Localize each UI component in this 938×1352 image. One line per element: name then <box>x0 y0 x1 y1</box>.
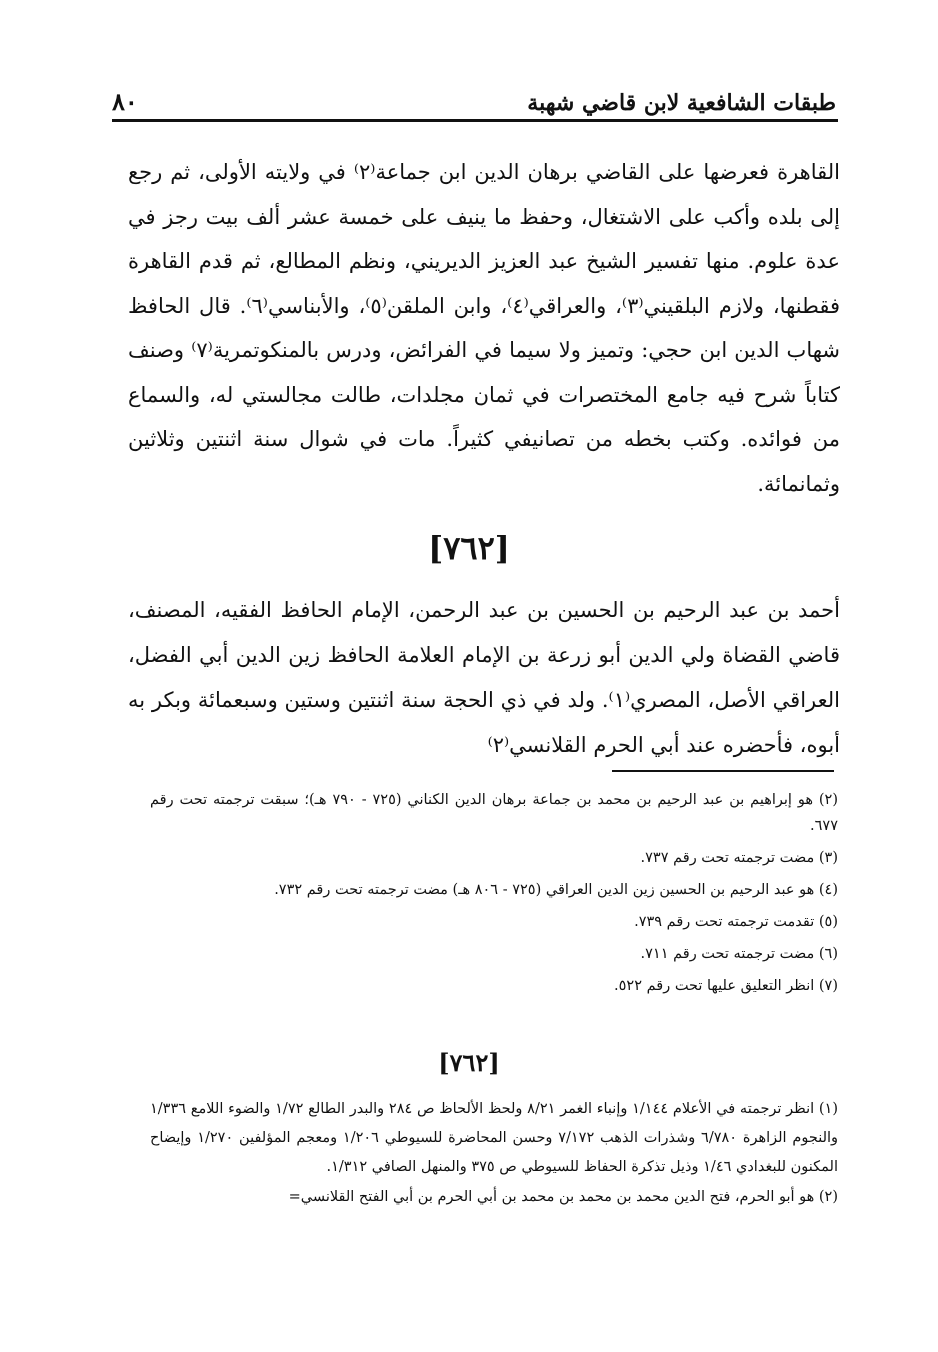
footnote-separator <box>612 770 834 772</box>
footnote: (١) انظر ترجمته في الأعلام ١/١٤٤ وإنباء الغمر ٨/٢١ ولحظ الألحاظ ص ٢٨٤ والبدر الطالع ١/٧٢ والضوء اللامع ١/٣٣٦ والنجوم الزاهرة ٦/٧٨٠ وشذرات الذهب ٧/١٧٢ وحسن المحاضرة للسيوطي ١/٢٠٦ ومعجم المؤلفين ١/٢٧٠ وإيضاح المكنون للبغدادي ١/٤٦ وذيل تذكرة الحفاظ للسيوطي ص ٣٧٥ والمنهل الصافي ١/٣١٢. <box>150 1101 839 1175</box>
page-number: ٨٠ <box>112 87 138 116</box>
header-rule <box>112 119 838 122</box>
footnote: (٢) هو أبو الحرم، فتح الدين محمد بن محمد بن محمد بن أبي الحرم بن أبي الفتح القلانسي= <box>288 1189 838 1205</box>
footnotes-current-entry <box>150 1095 838 1213</box>
body-paragraph-entry: أحمد بن عبد الرحيم بن الحسين بن عبد الرحمن، الإمام الحافظ الفقيه، المصنف، قاضي القضاة ولي الدين أبو زرعة بن الإمام العلامة الحافظ زين الدين أبي الفضل، العراقي الأصل، المصري⁽١⁾. ولد في ذي الحجة سنة اثنتين وستين وسبعمائة وبكر به أبوه، فأحضره عند أبي الحرم القلانسي⁽٢⁾ <box>128 598 840 757</box>
footnotes-entry-number: [٧٦٢] <box>438 1048 500 1077</box>
body-paragraph-continued: القاهرة فعرضها على القاضي برهان الدين ابن جماعة⁽٢⁾ في ولايته الأولى، ثم رجع إلى بلده وأكب على الاشتغال، وحفظ ما ينيف على خمسة عشر ألف بيت رجز في عدة علوم. منها تفسير الشيخ عبد العزيز الديريني، ونظم المطالع، ثم قدم القاهرة فقطنها، ولازم البلقيني⁽٣⁾، والعراقي⁽٤⁾، وابن الملقن⁽٥⁾، والأبناسي⁽٦⁾. قال الحافظ شهاب الدين ابن حجي: وتميز ولا سيما في الفرائض، ودرس بالمنكوتمرية⁽٧⁾ وصنف كتاباً شرح فيه جامع المختصرات في ثمان مجلدات، طالت مجالستي له، والسماع من فوائده. وكتب بخطه من تصانيفي كثيراً. مات في شوال سنة اثنتين وثلاثين وثمانمائة. <box>128 160 840 496</box>
footnote: (٥) تقدمت ترجمته تحت رقم ٧٣٩. <box>634 914 838 930</box>
footnote: (٣) مضت ترجمته تحت رقم ٧٣٧. <box>640 850 838 866</box>
footnote: (٤) هو عبد الرحيم بن الحسين زين الدين العراقي (٧٢٥ - ٨٠٦ هـ) مضت ترجمته تحت رقم ٧٣٢. <box>274 882 838 898</box>
footnote: (٦) مضت ترجمته تحت رقم ٧١١. <box>640 946 838 962</box>
footnote: (٢) هو إبراهيم بن عبد الرحيم بن محمد بن جماعة برهان الدين الكناني (٧٢٥ - ٧٩٠ هـ)؛ سبقت ترجمته تحت رقم ٦٧٧. <box>150 792 838 834</box>
entry-number: [٧٦٢] <box>428 529 510 567</box>
footnote: (٧) انظر التعليق عليها تحت رقم ٥٢٢. <box>614 978 838 994</box>
footnotes-previous-entry <box>150 787 838 1005</box>
page-header <box>112 66 836 114</box>
running-title: طبقات الشافعية لابن قاضي شهبة <box>527 90 836 116</box>
